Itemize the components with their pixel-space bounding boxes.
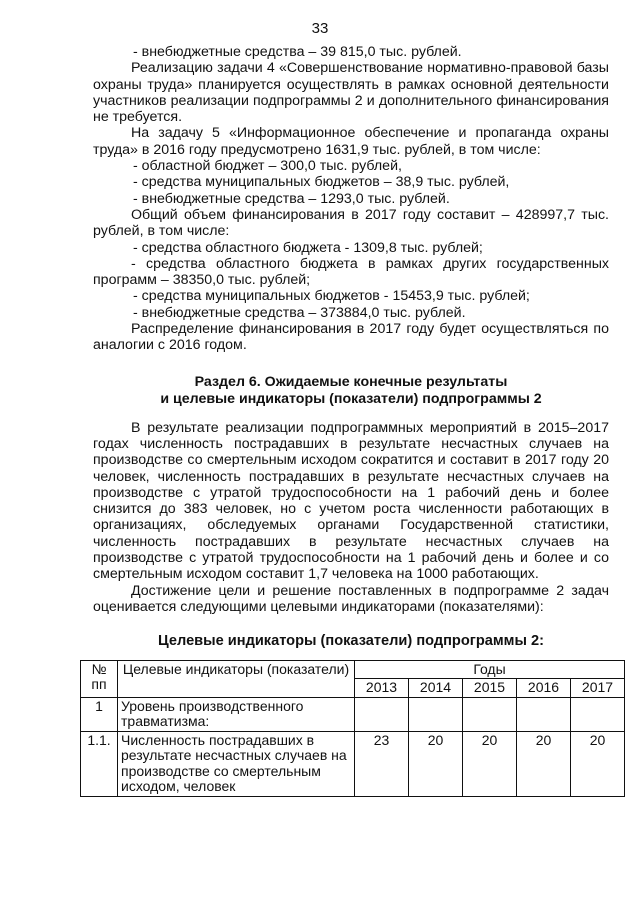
paragraphs-top xyxy=(93,44,609,354)
paragraph: В результате реализации подпрограммных мероприятий в 2015–2017 годах численность пострадавших в результате несчастных случаев на производстве со смертельным исходом сократится и составит в 2017 году 20 человек, численность пострадавших в результате несчастных случаев на производстве с утратой трудоспособности на 1 рабочий день и более снизится до 383 человек, но с учетом роста численности работающих в организациях, обследуемых органами Государственной статистики, численность пострадавших в результате несчастных случаев на производстве с утратой трудоспособности на 1 рабочий день и более и со смертельным исходом составит 1,7 человека на 1000 работающих. xyxy=(93,419,609,583)
paragraph: - внебюджетные средства – 1293,0 тыс. рублей. xyxy=(133,190,450,207)
indicator-value: 20 xyxy=(517,731,571,796)
year-header: 2013 xyxy=(355,679,409,698)
indicator-value xyxy=(409,697,463,731)
year-header: 2017 xyxy=(571,679,625,698)
paragraph: Реализацию задачи 4 «Совершенствование нормативно-правовой базы охраны труда» планируется осуществлять в рамках основной деятельности участников реализации подпрограммы 2 и дополнительного финансирования не требуется. xyxy=(93,60,609,126)
paragraph: - средства муниципальных бюджетов - 15453,9 тыс. рублей; xyxy=(133,288,530,305)
section-heading-line1: Раздел 6. Ожидаемые конечные результаты xyxy=(194,373,508,390)
indicator-value xyxy=(517,697,571,731)
col-name-header: Целевые индикаторы (показатели) xyxy=(118,660,355,697)
paragraph: - внебюджетные средства – 373884,0 тыс. рублей. xyxy=(133,304,466,321)
col-years-header: Годы xyxy=(355,660,625,679)
section-heading xyxy=(93,374,609,408)
year-header: 2014 xyxy=(409,679,463,698)
table-body xyxy=(81,697,625,796)
indicator-value: 20 xyxy=(463,731,517,796)
row-number: 1.1. xyxy=(81,731,118,796)
indicator-value xyxy=(463,697,517,731)
paragraph: - областной бюджет – 300,0 тыс. рублей, xyxy=(133,158,402,175)
paragraph: - средства областного бюджета в рамках других государственных программ – 38350,0 тыс. рублей; xyxy=(93,255,609,289)
indicator-name: Уровень производственного травматизма: xyxy=(118,697,355,731)
row-number: 1 xyxy=(81,697,118,731)
paragraph: Распределение финансирования в 2017 году будет осуществляться по аналогии с 2016 годом. xyxy=(93,321,609,354)
paragraph: Общий объем финансирования в 2017 году составит – 428997,7 тыс. рублей, в том числе: xyxy=(93,206,609,240)
table-row xyxy=(81,697,625,731)
indicator-value: 20 xyxy=(409,731,463,796)
indicator-value: 20 xyxy=(571,731,625,796)
year-header: 2016 xyxy=(517,679,571,698)
table-title: Целевые индикаторы (показатели) подпрограммы 2: xyxy=(158,633,544,650)
indicators-table xyxy=(80,660,625,797)
indicator-value xyxy=(571,697,625,731)
paragraph: Достижение цели и решение поставленных в подпрограмме 2 задач оценивается следующими целевыми индикаторами (показателями): xyxy=(93,582,609,615)
year-header: 2015 xyxy=(463,679,517,698)
page-number: 33 xyxy=(311,20,329,37)
section-heading-line2: и целевые индикаторы (показатели) подпрограммы 2 xyxy=(160,390,542,407)
paragraph: - средства областного бюджета - 1309,8 тыс. рублей; xyxy=(133,239,483,256)
indicator-value xyxy=(355,697,409,731)
paragraph: На задачу 5 «Информационное обеспечение и пропаганда охраны труда» в 2016 году предусмотрено 1631,9 тыс. рублей, в том числе: xyxy=(93,125,609,158)
indicator-name: Численность пострадавших в результате несчастных случаев на производстве со смертельным исходом, человек xyxy=(118,731,355,796)
paragraph: - средства муниципальных бюджетов – 38,9 тыс. рублей, xyxy=(133,174,510,191)
paragraph: - внебюджетные средства – 39 815,0 тыс. рублей. xyxy=(133,44,462,60)
table-row xyxy=(81,731,625,796)
col-num-header: № пп xyxy=(81,660,118,697)
indicator-value: 23 xyxy=(355,731,409,796)
paragraphs-bottom xyxy=(93,420,609,616)
document-body xyxy=(87,44,614,797)
